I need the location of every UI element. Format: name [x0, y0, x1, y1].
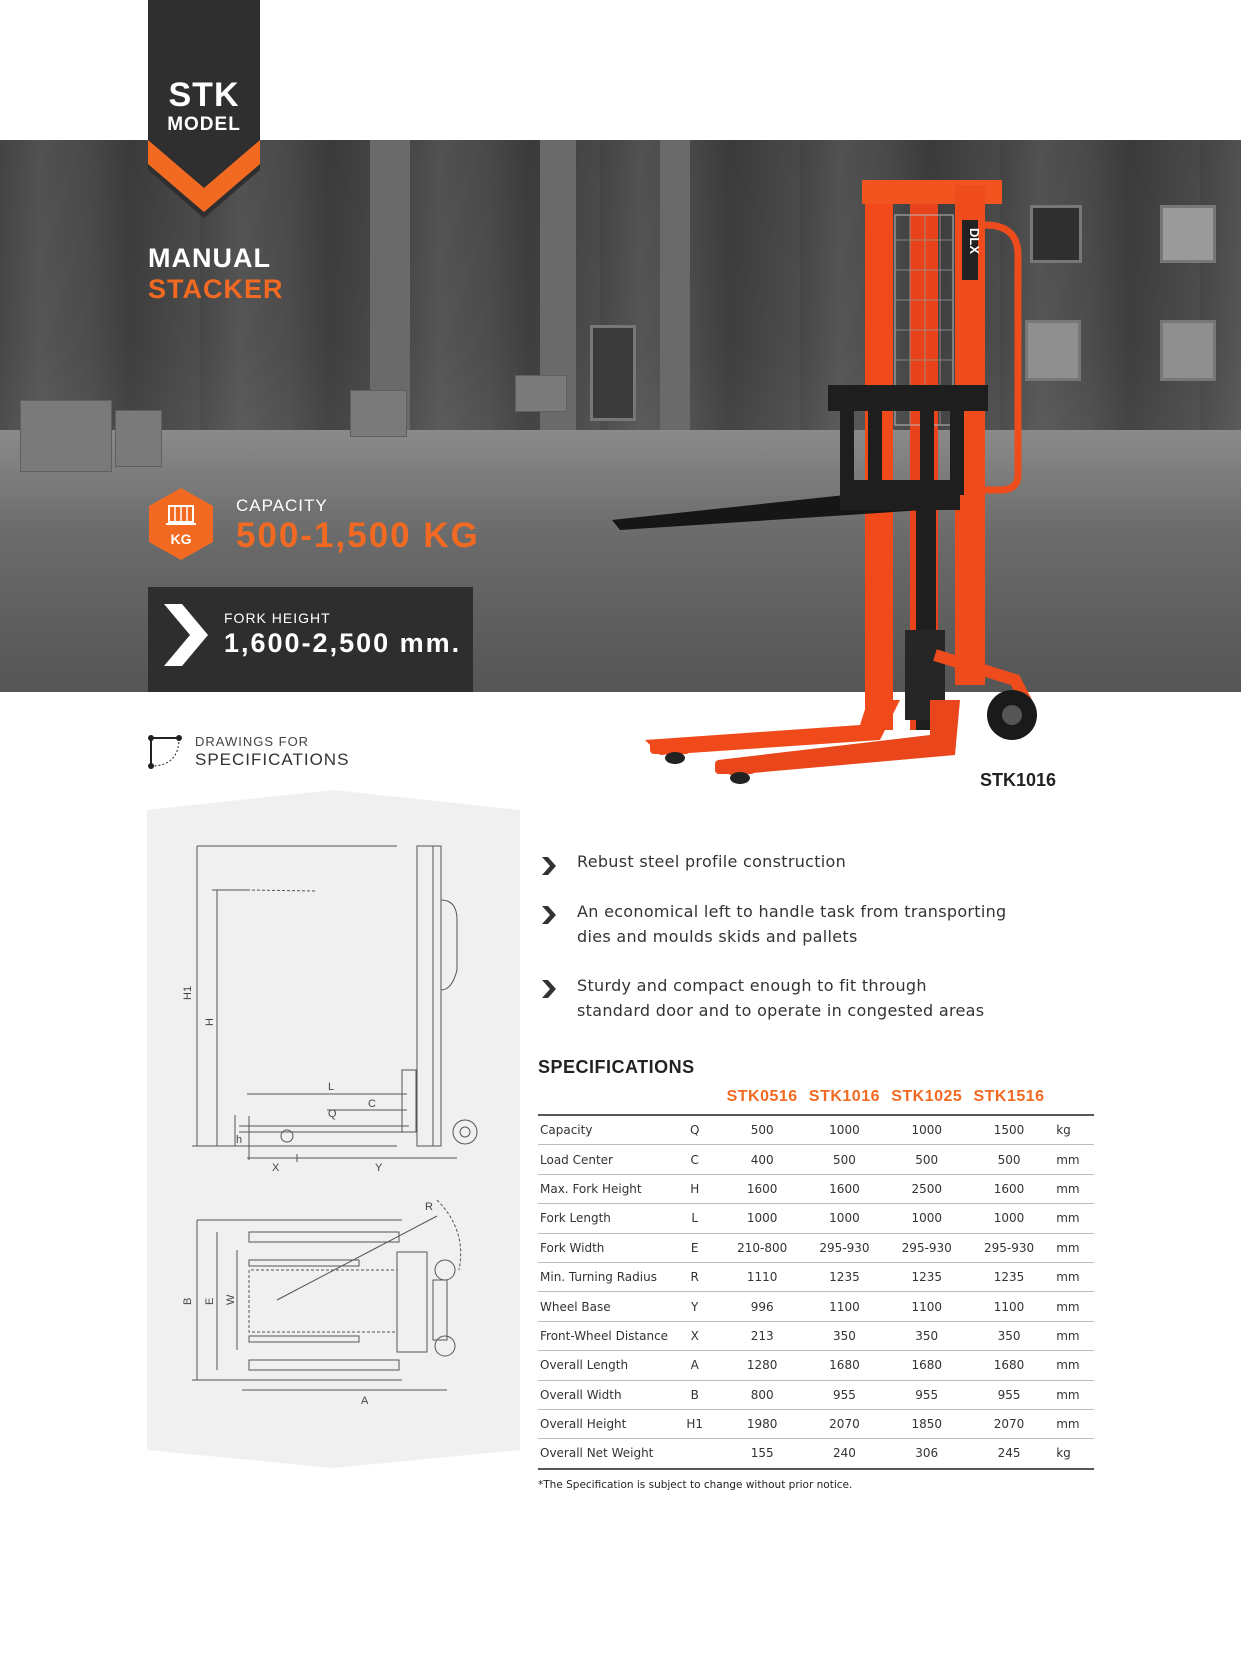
spec-name-cell: Load Center: [538, 1145, 668, 1174]
spec-value-cell: 500: [803, 1145, 885, 1174]
model-column-header: STK1025: [886, 1080, 968, 1115]
product-title-line2: STACKER: [148, 274, 284, 304]
spec-unit-cell: mm: [1050, 1174, 1094, 1203]
drawing-label-q: Q: [328, 1108, 337, 1120]
spec-unit-cell: mm: [1050, 1262, 1094, 1291]
spec-name-cell: Fork Width: [538, 1233, 668, 1262]
spec-name-cell: Max. Fork Height: [538, 1174, 668, 1203]
spec-value-cell: 400: [721, 1145, 803, 1174]
specifications-table: [538, 1080, 1094, 1470]
spec-value-cell: 1100: [803, 1292, 885, 1321]
chevron-right-icon: [540, 904, 558, 926]
spec-name-cell: Fork Length: [538, 1204, 668, 1233]
spec-name-cell: Min. Turning Radius: [538, 1262, 668, 1291]
feature-item: [577, 899, 1007, 949]
capacity-value: 500-1,500 KG: [236, 516, 480, 555]
table-row: [538, 1115, 1094, 1145]
spec-value-cell: 1600: [803, 1174, 885, 1203]
spec-value-cell: 1600: [968, 1174, 1050, 1203]
spec-value-cell: 1980: [721, 1409, 803, 1438]
spec-value-cell: 1000: [886, 1115, 968, 1145]
warehouse-window: [1160, 205, 1216, 263]
spec-unit-cell: kg: [1050, 1439, 1094, 1469]
spec-value-cell: 295-930: [803, 1233, 885, 1262]
table-row: [538, 1233, 1094, 1262]
spec-value-cell: 350: [803, 1321, 885, 1350]
specifications-title: SPECIFICATIONS: [538, 1057, 695, 1077]
spec-value-cell: 800: [721, 1380, 803, 1409]
spec-value-cell: 1680: [803, 1351, 885, 1380]
spec-value-cell: 240: [803, 1439, 885, 1469]
drawing-label-y: Y: [375, 1162, 383, 1174]
spec-value-cell: 350: [968, 1321, 1050, 1350]
pallet-box: [515, 375, 567, 412]
spec-value-cell: 1000: [803, 1115, 885, 1145]
spec-value-cell: 500: [968, 1145, 1050, 1174]
spec-value-cell: 2070: [968, 1409, 1050, 1438]
pallet-box: [20, 400, 112, 472]
spec-unit-cell: mm: [1050, 1351, 1094, 1380]
product-title-line1: MANUAL: [148, 243, 271, 273]
specification-note: *The Specification is subject to change without prior notice.: [538, 1479, 853, 1491]
spec-value-cell: 2500: [886, 1174, 968, 1203]
table-row: [538, 1262, 1094, 1291]
table-row: [538, 1439, 1094, 1469]
spec-symbol-cell: [668, 1439, 721, 1469]
feature-line: An economical left to handle task from transporting: [577, 902, 1007, 921]
feature-line: dies and moulds skids and pallets: [577, 927, 858, 946]
spec-symbol-cell: A: [668, 1351, 721, 1380]
spec-symbol-cell: R: [668, 1262, 721, 1291]
spec-unit-cell: mm: [1050, 1292, 1094, 1321]
spec-value-cell: 1680: [886, 1351, 968, 1380]
spec-value-cell: 1235: [803, 1262, 885, 1291]
spec-unit-cell: mm: [1050, 1321, 1094, 1350]
drawing-corner-icon: [147, 734, 183, 770]
spec-unit-cell: kg: [1050, 1115, 1094, 1145]
product-caption: STK1016: [980, 770, 1057, 790]
spec-value-cell: 500: [721, 1115, 803, 1145]
spec-value-cell: 996: [721, 1292, 803, 1321]
feature-item: [577, 849, 846, 874]
table-row: [538, 1145, 1094, 1174]
model-name: STK: [168, 76, 240, 114]
spec-name-cell: Overall Height: [538, 1409, 668, 1438]
fork-height-value: 1,600-2,500 mm.: [224, 628, 462, 658]
spec-symbol-cell: H1: [668, 1409, 721, 1438]
chevron-right-icon: [540, 855, 558, 877]
spec-value-cell: 955: [886, 1380, 968, 1409]
spec-symbol-cell: Y: [668, 1292, 721, 1321]
spec-value-cell: 1000: [968, 1204, 1050, 1233]
spec-name-cell: Capacity: [538, 1115, 668, 1145]
manual-stacker-product-image: [600, 180, 1080, 800]
model-label: MODEL: [167, 114, 241, 135]
spec-value-cell: 306: [886, 1439, 968, 1469]
spec-value-cell: 1850: [886, 1409, 968, 1438]
spec-value-cell: 1000: [721, 1204, 803, 1233]
spec-value-cell: 955: [968, 1380, 1050, 1409]
spec-value-cell: 295-930: [968, 1233, 1050, 1262]
table-row: [538, 1292, 1094, 1321]
spec-unit-cell: mm: [1050, 1380, 1094, 1409]
capacity-kg-icon: [146, 486, 216, 562]
spec-value-cell: 1500: [968, 1115, 1050, 1145]
spec-value-cell: 1100: [968, 1292, 1050, 1321]
spec-value-cell: 1280: [721, 1351, 803, 1380]
table-row: [538, 1204, 1094, 1233]
model-column-header: STK1516: [968, 1080, 1050, 1115]
technical-drawing-panel: [147, 790, 520, 1468]
model-column-header: STK0516: [721, 1080, 803, 1115]
ribbon-chevron-icon: [148, 140, 260, 220]
feature-line: Rebust steel profile construction: [577, 852, 847, 871]
pillar: [370, 140, 410, 430]
spec-value-cell: 1100: [886, 1292, 968, 1321]
drawing-label-l: L: [328, 1081, 335, 1093]
spec-symbol-cell: H: [668, 1174, 721, 1203]
table-row: [538, 1174, 1094, 1203]
spec-value-cell: 1000: [803, 1204, 885, 1233]
table-header-row: [538, 1080, 1094, 1115]
table-row: [538, 1321, 1094, 1350]
spec-value-cell: 210-800: [721, 1233, 803, 1262]
spec-symbol-cell: E: [668, 1233, 721, 1262]
spec-value-cell: 2070: [803, 1409, 885, 1438]
spec-value-cell: 213: [721, 1321, 803, 1350]
drawing-label-b: B: [182, 1297, 194, 1305]
table-row: [538, 1409, 1094, 1438]
spec-symbol-cell: L: [668, 1204, 721, 1233]
spec-unit-cell: mm: [1050, 1204, 1094, 1233]
spec-name-cell: Wheel Base: [538, 1292, 668, 1321]
spec-value-cell: 1110: [721, 1262, 803, 1291]
drawings-heading-line2: SPECIFICATIONS: [195, 750, 350, 769]
spec-unit-cell: mm: [1050, 1145, 1094, 1174]
drawing-label-w: W: [225, 1294, 237, 1305]
spec-value-cell: 1680: [968, 1351, 1050, 1380]
spec-name-cell: Overall Length: [538, 1351, 668, 1380]
mast-logo: DLX: [967, 228, 982, 254]
spec-unit-cell: mm: [1050, 1233, 1094, 1262]
spec-symbol-cell: Q: [668, 1115, 721, 1145]
drawing-label-c: C: [368, 1098, 376, 1110]
spec-value-cell: 1600: [721, 1174, 803, 1203]
spec-value-cell: 500: [886, 1145, 968, 1174]
spec-symbol-cell: X: [668, 1321, 721, 1350]
spec-value-cell: 955: [803, 1380, 885, 1409]
table-row: [538, 1351, 1094, 1380]
warehouse-door: [1160, 320, 1216, 381]
feature-item: [577, 973, 984, 1023]
capacity-label: CAPACITY: [236, 496, 328, 515]
spec-symbol-cell: C: [668, 1145, 721, 1174]
pallet-box: [350, 390, 407, 437]
capacity-icon-text: KG: [170, 531, 192, 547]
feature-line: standard door and to operate in congested areas: [577, 1001, 985, 1020]
drawing-label-h1: H1: [182, 985, 194, 1000]
spec-name-cell: Front-Wheel Distance: [538, 1321, 668, 1350]
spec-name-cell: Overall Net Weight: [538, 1439, 668, 1469]
drawing-label-small-h: h: [236, 1134, 243, 1146]
drawing-label-r: R: [425, 1201, 433, 1213]
drawing-label-x: X: [272, 1162, 280, 1174]
model-column-header: STK1016: [803, 1080, 885, 1115]
spec-value-cell: 350: [886, 1321, 968, 1350]
table-row: [538, 1380, 1094, 1409]
spec-value-cell: 245: [968, 1439, 1050, 1469]
spec-value-cell: 1235: [968, 1262, 1050, 1291]
spec-value-cell: 1000: [886, 1204, 968, 1233]
drawing-label-a: A: [361, 1395, 369, 1407]
pallet-box: [115, 410, 162, 467]
spec-symbol-cell: B: [668, 1380, 721, 1409]
spec-unit-cell: mm: [1050, 1409, 1094, 1438]
fork-height-label: FORK HEIGHT: [224, 610, 331, 626]
spec-value-cell: 295-930: [886, 1233, 968, 1262]
feature-line: Sturdy and compact enough to fit through: [577, 976, 927, 995]
spec-name-cell: Overall Width: [538, 1380, 668, 1409]
drawing-label-e: E: [204, 1297, 216, 1305]
chevron-right-icon: [162, 602, 210, 668]
drawing-label-h: H: [204, 1018, 216, 1026]
spec-value-cell: 155: [721, 1439, 803, 1469]
drawings-heading-line1: DRAWINGS FOR: [195, 734, 310, 749]
chevron-right-icon: [540, 978, 558, 1000]
spec-value-cell: 1235: [886, 1262, 968, 1291]
